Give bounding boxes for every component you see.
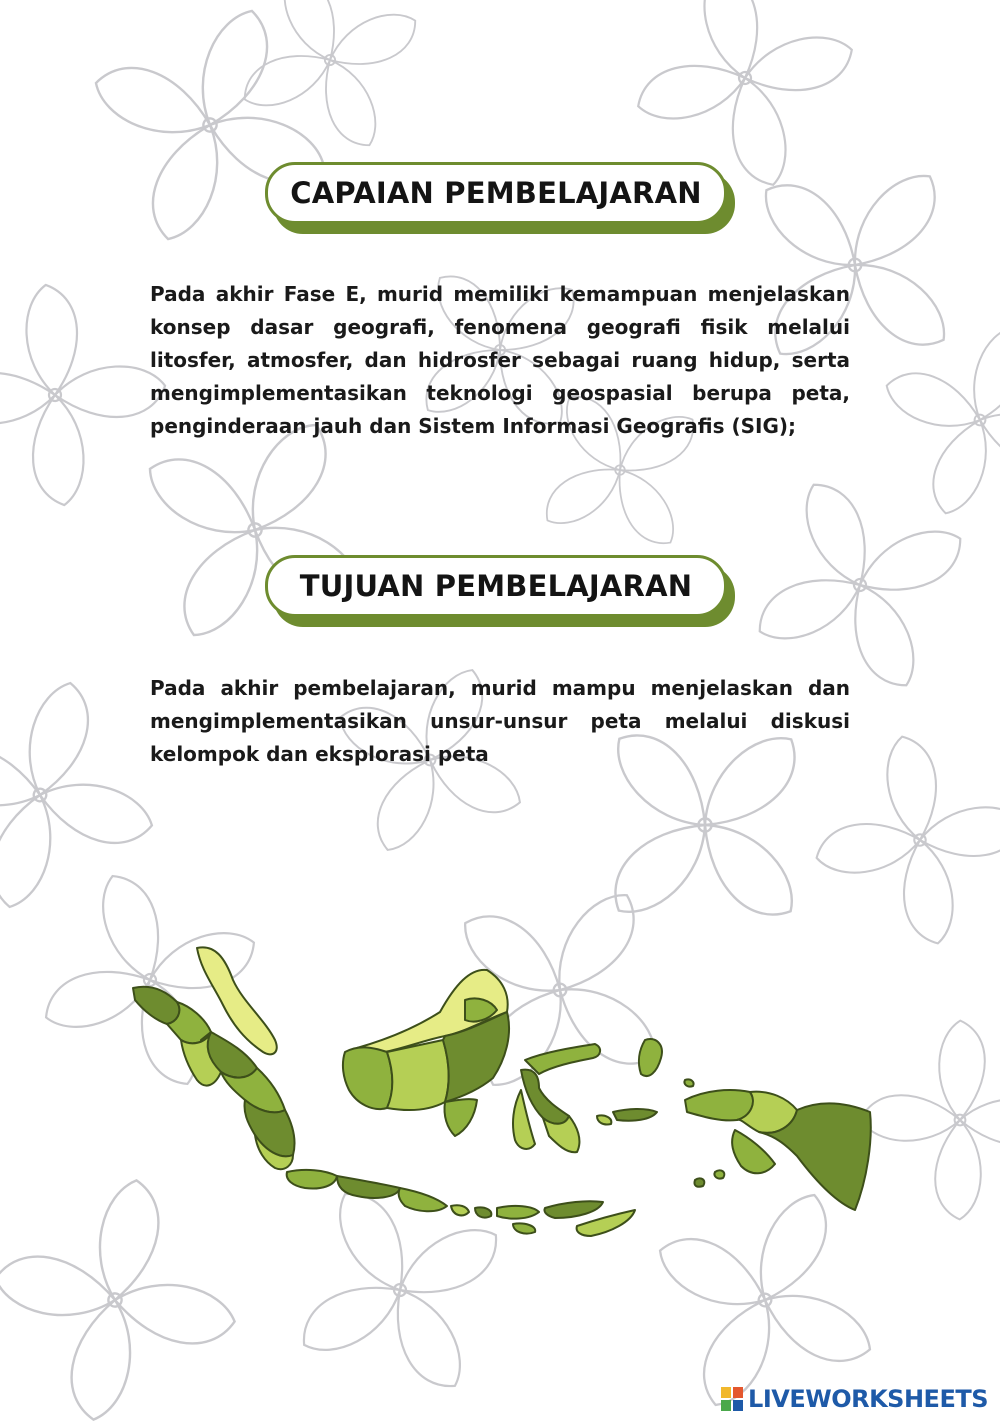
map-region-halmahera — [639, 1039, 662, 1076]
tujuan-title: TUJUAN PEMBELAJARAN — [299, 569, 693, 603]
map-region-sumatra-aceh — [133, 987, 179, 1024]
capaian-title-badge — [265, 162, 727, 224]
map-region-maluku-small-2 — [694, 1178, 704, 1186]
map-region-java-east — [399, 1188, 447, 1211]
map-region-bali — [451, 1205, 469, 1215]
indonesia-map-illustration — [125, 940, 875, 1250]
map-region-kalimantan-central — [387, 1040, 449, 1110]
badge-face — [265, 162, 727, 224]
map-region-maluku-small-1 — [684, 1079, 693, 1086]
map-region-sulawesi-central — [521, 1070, 569, 1124]
liveworksheets-logo-icon — [720, 1386, 744, 1412]
badge-face — [265, 555, 727, 617]
map-region-java-west — [287, 1170, 337, 1189]
capaian-title: CAPAIAN PEMBELAJARAN — [290, 176, 702, 210]
liveworksheets-watermark — [720, 1385, 988, 1413]
tujuan-body-text: Pada akhir pembelajaran, murid mampu menjelaskan dan mengimplementasikan unsur-unsur peta melalui diskusi kelompok dan eksplorasi peta — [150, 676, 850, 766]
map-region-seram — [613, 1109, 657, 1121]
map-region-lombok — [475, 1207, 491, 1217]
map-region-sumbawa — [497, 1206, 539, 1219]
capaian-body-text: Pada akhir Fase E, murid memiliki kemampuan menjelaskan konsep dasar geografi, fenomena geografi fisik melalui litosfer, atmosfer, dan hidrosfer sebagai ruang hidup, serta mengimplementasikan teknologi geospasial berupa peta, penginderaan jauh dan Sistem Informasi Geografis (SIG); — [150, 282, 850, 438]
map-region-sumba — [513, 1223, 535, 1233]
map-region-papua-west — [685, 1090, 753, 1120]
watermark-text: LIVEWORKSHEETS — [748, 1385, 988, 1413]
map-region-papua-south — [732, 1130, 775, 1173]
map-region-kalimantan-west — [343, 1047, 392, 1109]
map-region-maluku-small-3 — [714, 1170, 724, 1178]
map-region-sulawesi-north — [525, 1044, 600, 1074]
map-region-buru — [597, 1115, 611, 1124]
map-region-java-central — [337, 1176, 400, 1198]
map-region-flores — [544, 1201, 603, 1218]
map-region-kalimantan-south — [444, 1099, 477, 1136]
tujuan-title-badge — [265, 555, 727, 617]
